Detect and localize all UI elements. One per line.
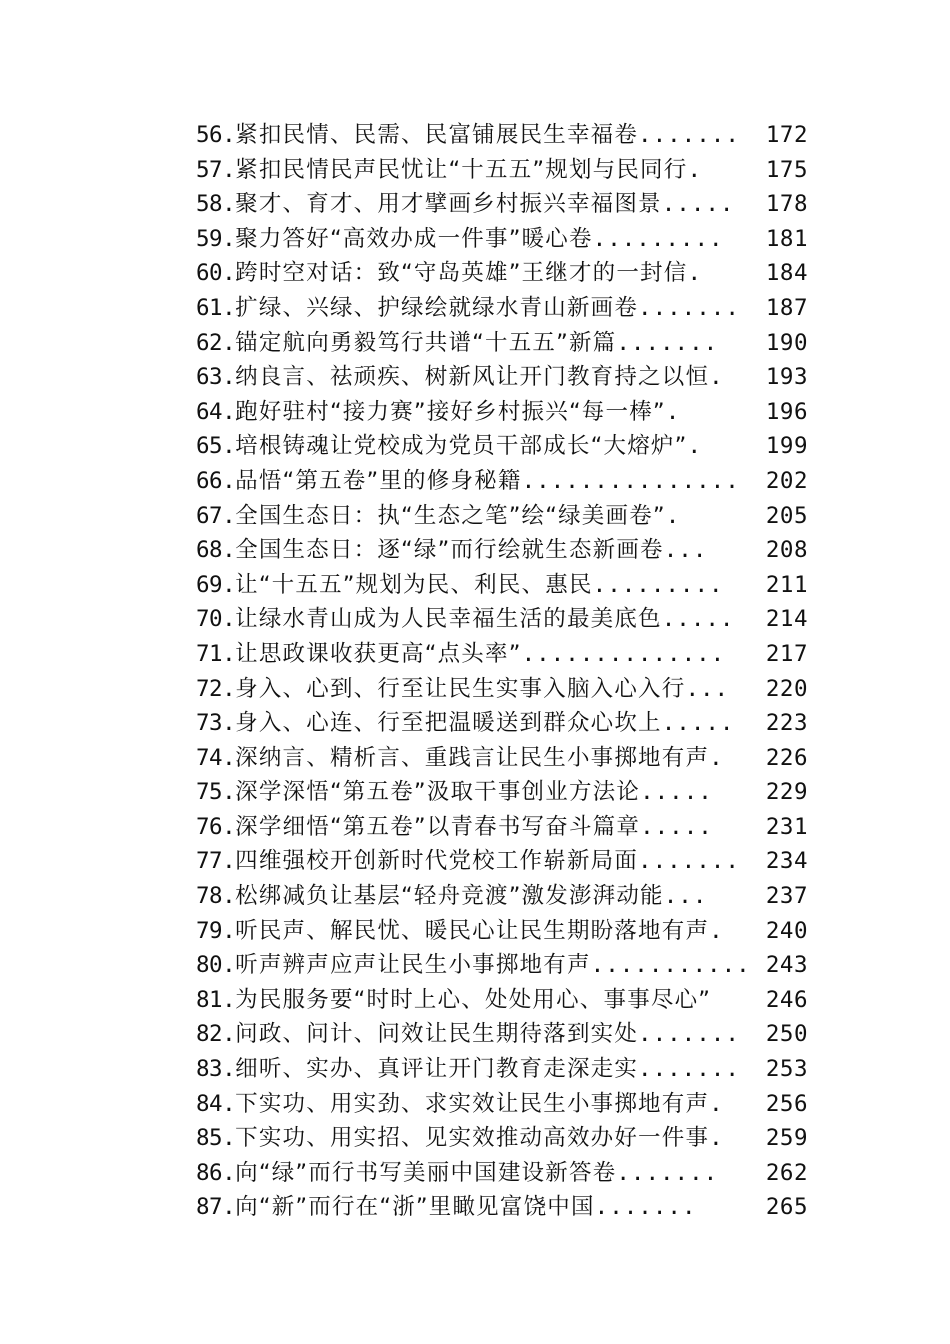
toc-entry-leader-dots: ....... <box>638 294 740 321</box>
toc-entry-number: 86. <box>196 1159 236 1186</box>
toc-entry-number: 80. <box>196 952 236 979</box>
toc-entry-number: 62. <box>196 329 236 356</box>
toc-entry <box>196 637 808 672</box>
toc-entry-title: 品悟“第五卷”里的修身秘籍 <box>235 467 522 494</box>
toc-entry-title: 聚力答好“高效办成一件事”暖心卷 <box>235 225 593 252</box>
toc-entry <box>196 1087 808 1122</box>
toc-entry-number: 68. <box>196 537 236 564</box>
toc-entry-title: 深学细悟“第五卷”以青春书写奋斗篇章 <box>235 813 641 840</box>
toc-entry-title: 为民服务要“时时上心、处处用心、事事尽心” <box>235 986 712 1013</box>
toc-entry-title: 锚定航向勇毅笃行共谱“十五五”新篇 <box>235 329 617 356</box>
toc-entry-leader-dots: ..... <box>661 606 735 633</box>
toc-entry-number: 75. <box>196 779 236 806</box>
toc-entry-number: 82. <box>196 1021 236 1048</box>
toc-entry-page-number: 199 <box>764 429 808 464</box>
toc-entry-number: 74. <box>196 744 236 771</box>
toc-entry-page-number: 211 <box>764 568 808 603</box>
toc-entry-page-number: 234 <box>764 844 808 879</box>
toc-entry <box>196 568 808 603</box>
toc-entry-page-number: 231 <box>764 810 808 845</box>
toc-entry-page-number: 237 <box>764 879 808 914</box>
toc-entry <box>196 118 808 153</box>
toc-entry-leader-dots: . <box>665 398 681 425</box>
toc-entry-leader-dots: ....... <box>638 1021 740 1048</box>
toc-entry-number: 85. <box>196 1125 236 1152</box>
toc-entry-leader-dots: ..... <box>661 191 735 218</box>
toc-entry-page-number: 193 <box>764 360 808 395</box>
toc-entry-title: 深学深悟“第五卷”汲取干事创业方法论 <box>235 779 641 806</box>
toc-entry-page-number: 178 <box>764 187 808 222</box>
toc-entry <box>196 1190 808 1225</box>
toc-entry <box>196 983 808 1018</box>
toc-entry-number: 83. <box>196 1056 236 1083</box>
toc-entry-title: 向“新”而行在“浙”里瞰见富饶中国 <box>235 1194 595 1221</box>
toc-entry-number: 71. <box>196 640 236 667</box>
toc-entry-leader-dots: ... <box>663 537 708 564</box>
toc-entry-page-number: 202 <box>764 464 808 499</box>
toc-entry-page-number: 190 <box>764 326 808 361</box>
toc-entry-page-number: 223 <box>764 706 808 741</box>
toc-entry-number: 60. <box>196 260 236 287</box>
toc-entry <box>196 395 808 430</box>
toc-entry-page-number: 220 <box>764 672 808 707</box>
toc-entry <box>196 672 808 707</box>
toc-entry-page-number: 229 <box>764 775 808 810</box>
toc-entry-leader-dots: .............. <box>521 640 726 667</box>
toc-entry-title: 四维强校开创新时代党校工作崭新局面 <box>235 848 639 875</box>
toc-entry-leader-dots: . <box>709 917 724 944</box>
toc-entry-number: 69. <box>196 571 236 598</box>
toc-entry-number: 66. <box>196 467 236 494</box>
toc-entry <box>196 775 808 810</box>
toc-entry-number: 87. <box>196 1194 236 1221</box>
toc-entry-leader-dots: . <box>709 744 724 771</box>
toc-entry-page-number: 217 <box>764 637 808 672</box>
toc-entry <box>196 360 808 395</box>
toc-entry-title: 跑好驻村“接力赛”接好乡村振兴“每一棒” <box>235 398 666 425</box>
toc-entry-number: 67. <box>196 502 236 529</box>
toc-entry-page-number: 256 <box>764 1087 808 1122</box>
toc-entry-title: 紧扣民情、民需、民富铺展民生幸福卷 <box>235 122 639 148</box>
toc-entry-title: 向“绿”而行书写美丽中国建设新答卷 <box>235 1159 617 1186</box>
toc-entry <box>196 914 808 949</box>
toc-entry-leader-dots: ....... <box>616 329 719 356</box>
toc-entry-title: 全国生态日：逐“绿”而行绘就生态新画卷 <box>235 537 664 564</box>
toc-entry-leader-dots: ..... <box>661 710 735 737</box>
toc-entry-number: 58. <box>196 191 236 218</box>
toc-entry <box>196 429 808 464</box>
toc-entry <box>196 844 808 879</box>
toc-entry-page-number: 208 <box>764 533 808 568</box>
toc-entry <box>196 326 808 361</box>
toc-entry-page-number: 205 <box>764 499 808 534</box>
toc-entry-title: 松绑减负让基层“轻舟竞渡”激发澎湃动能 <box>235 883 664 910</box>
toc-entry-page-number: 181 <box>764 222 808 257</box>
toc-entry-leader-dots: . <box>709 1090 724 1117</box>
toc-entry <box>196 1156 808 1191</box>
toc-entry-number: 63. <box>196 364 236 391</box>
toc-entry-leader-dots: ....... <box>638 848 740 875</box>
toc-entry-page-number: 175 <box>764 153 808 188</box>
toc-entry-leader-dots: ..... <box>640 779 713 806</box>
toc-entry <box>196 1052 808 1087</box>
toc-entry <box>196 602 808 637</box>
toc-entry-page-number: 214 <box>764 602 808 637</box>
toc-entry-leader-dots: . <box>665 502 681 529</box>
toc-entry-title: 问政、问计、问效让民生期待落到实处 <box>235 1021 639 1048</box>
toc-entry-title: 下实功、用实劲、求实效让民生小事掷地有声 <box>235 1090 710 1117</box>
toc-entry-title: 身入、心连、行至把温暖送到群众心坎上 <box>235 710 662 737</box>
toc-entry-page-number: 253 <box>764 1052 808 1087</box>
toc-entry-title: 深纳言、精析言、重践言让民生小事掷地有声 <box>235 744 710 771</box>
toc-entry-number: 84. <box>196 1090 236 1117</box>
toc-entry-page-number: 187 <box>764 291 808 326</box>
toc-entry-number: 57. <box>196 156 236 183</box>
toc-entry <box>196 741 808 776</box>
toc-entry <box>196 1017 808 1052</box>
toc-entry-number: 70. <box>196 606 236 633</box>
toc-entry-page-number: 172 <box>764 118 808 153</box>
toc-entry-leader-dots: ....... <box>638 1056 740 1083</box>
toc-entry <box>196 256 808 291</box>
toc-entry-title: 让“十五五”规划为民、利民、惠民 <box>235 571 593 598</box>
toc-entry-title: 聚才、育才、用才擘画乡村振兴幸福图景 <box>235 191 662 218</box>
toc-entry-leader-dots: ........... <box>590 952 751 979</box>
toc-entry-leader-dots: ....... <box>638 122 740 148</box>
toc-entry-title: 紧扣民情民声民忧让“十五五”规划与民同行 <box>235 156 688 183</box>
toc-entry-page-number: 243 <box>764 948 808 983</box>
toc-entry-number: 72. <box>196 675 236 702</box>
toc-entry <box>196 879 808 914</box>
toc-entry-number: 56. <box>196 122 236 148</box>
toc-entry-leader-dots: ..... <box>640 813 713 840</box>
toc-entry-leader-dots: ... <box>685 675 730 702</box>
toc-entry <box>196 810 808 845</box>
toc-entry-title: 扩绿、兴绿、护绿绘就绿水青山新画卷 <box>235 294 639 321</box>
toc-entry-title: 身入、心到、行至让民生实事入脑入心入行 <box>235 675 686 702</box>
toc-entry-number: 73. <box>196 710 236 737</box>
toc-entry-number: 77. <box>196 848 236 875</box>
table-of-contents <box>196 118 808 1225</box>
toc-entry <box>196 153 808 188</box>
toc-entry <box>196 533 808 568</box>
toc-entry-page-number: 196 <box>764 395 808 430</box>
toc-entry <box>196 187 808 222</box>
toc-entry-leader-dots: ....... <box>616 1159 719 1186</box>
toc-entry-leader-dots: . <box>687 260 703 287</box>
toc-entry <box>196 948 808 983</box>
toc-entry-leader-dots: . <box>687 156 703 183</box>
toc-entry-title: 全国生态日：执“生态之笔”绘“绿美画卷” <box>235 502 666 529</box>
toc-entry-number: 65. <box>196 433 236 460</box>
toc-entry-title: 听声辨声应声让民生小事掷地有声 <box>235 952 591 979</box>
toc-entry-number: 81. <box>196 986 236 1013</box>
toc-entry-number: 64. <box>196 398 236 425</box>
toc-entry <box>196 1121 808 1156</box>
toc-entry-leader-dots: ......... <box>592 225 724 252</box>
toc-entry-title: 细听、实办、真评让开门教育走深走实 <box>235 1056 639 1083</box>
toc-entry-page-number: 262 <box>764 1156 808 1191</box>
toc-entry-page-number: 246 <box>764 983 808 1018</box>
toc-entry <box>196 291 808 326</box>
toc-entry-title: 纳良言、祛顽疾、树新风让开门教育持之以恒 <box>235 364 710 391</box>
toc-entry-number: 76. <box>196 813 236 840</box>
toc-entry <box>196 222 808 257</box>
toc-entry <box>196 464 808 499</box>
toc-entry-leader-dots: . <box>709 1125 724 1152</box>
toc-entry-leader-dots: . <box>687 433 703 460</box>
toc-entry-page-number: 184 <box>764 256 808 291</box>
toc-entry-leader-dots: ... <box>663 883 708 910</box>
toc-entry-leader-dots: ....... <box>594 1194 697 1221</box>
toc-entry-leader-dots: ............... <box>521 467 740 494</box>
toc-entry-number: 79. <box>196 917 236 944</box>
toc-entry <box>196 706 808 741</box>
toc-entry <box>196 499 808 534</box>
toc-entry-title: 培根铸魂让党校成为党员干部成长“大熔炉” <box>235 433 688 460</box>
toc-entry-number: 78. <box>196 883 236 910</box>
toc-entry-page-number: 250 <box>764 1017 808 1052</box>
toc-entry-title: 让思政课收获更高“点头率” <box>235 640 522 667</box>
toc-entry-page-number: 240 <box>764 914 808 949</box>
toc-entry-title: 让绿水青山成为人民幸福生活的最美底色 <box>235 606 662 633</box>
toc-entry-title: 听民声、解民忧、暖民心让民生期盼落地有声 <box>235 917 710 944</box>
toc-entry-title: 跨时空对话：致“守岛英雄”王继才的一封信 <box>235 260 688 287</box>
toc-entry-page-number: 265 <box>764 1190 808 1225</box>
toc-entry-leader-dots: . <box>709 364 724 391</box>
toc-entry-number: 61. <box>196 294 236 321</box>
toc-entry-leader-dots: ......... <box>592 571 724 598</box>
toc-entry-page-number: 226 <box>764 741 808 776</box>
toc-entry-title: 下实功、用实招、见实效推动高效办好一件事 <box>235 1125 710 1152</box>
toc-entry-number: 59. <box>196 225 236 252</box>
toc-entry-page-number: 259 <box>764 1121 808 1156</box>
